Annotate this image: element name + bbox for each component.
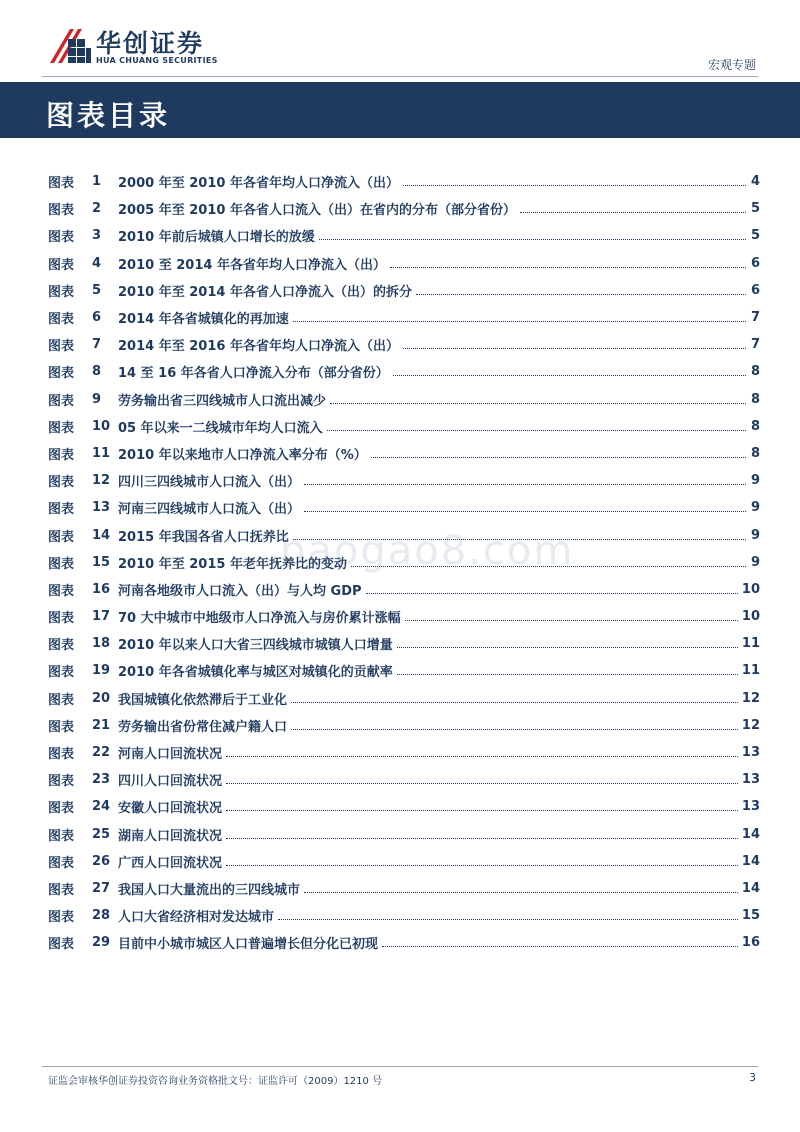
toc-entry-title: 河南各地级市人口流入（出）与人均 GDP <box>118 583 362 599</box>
toc-entry[interactable] <box>48 494 760 521</box>
toc-entry[interactable] <box>48 440 760 467</box>
header-divider <box>42 76 758 77</box>
toc-entry-page: 9 <box>750 473 760 489</box>
toc-entry-number: 2 <box>92 201 102 217</box>
toc-leader-dots <box>278 919 738 920</box>
toc-leader-dots <box>416 294 746 295</box>
toc-entry[interactable] <box>48 222 760 249</box>
toc-entry-number: 11 <box>92 445 111 461</box>
toc-entry-page: 6 <box>750 255 760 271</box>
toc-entry-title: 人口大省经济相对发达城市 <box>118 910 275 926</box>
toc-leader-dots <box>293 539 746 540</box>
toc-leader-dots <box>382 946 738 947</box>
toc-entry[interactable] <box>48 304 760 331</box>
toc-entry-page: 15 <box>741 908 760 924</box>
toc-entry-label: 图表 <box>48 910 75 926</box>
toc-leader-dots <box>330 403 746 404</box>
toc-entry-page: 9 <box>750 527 760 543</box>
toc-entry-label: 图表 <box>48 747 75 763</box>
toc-leader-dots <box>319 239 746 240</box>
toc-entry-label: 图表 <box>48 692 75 708</box>
report-type: 宏观专题 <box>707 58 756 72</box>
toc-entry-label: 图表 <box>48 339 75 355</box>
section-banner <box>0 82 800 138</box>
footer-license: 证监会审核华创证券投资咨询业务资格批文号：证监许可（2009）1210 号 <box>48 1076 383 1087</box>
toc-entry-title: 2000 年至 2010 年各省年均人口净流入（出） <box>118 176 399 192</box>
company-name-en: HUA CHUANG SECURITIES <box>96 56 218 65</box>
toc-entry-page: 10 <box>741 609 760 625</box>
toc-entry-title: 2005 年至 2010 年各省人口流入（出）在省内的分布（部分省份） <box>118 203 516 219</box>
toc-entry[interactable] <box>48 712 760 739</box>
figure-table-of-contents <box>48 168 760 956</box>
toc-entry-title: 四川人口回流状况 <box>118 774 223 790</box>
toc-entry-label: 图表 <box>48 420 75 436</box>
toc-entry-title: 2010 年至 2015 年老年抚养比的变动 <box>118 556 347 572</box>
toc-leader-dots <box>226 756 738 757</box>
toc-entry[interactable] <box>48 549 760 576</box>
toc-entry[interactable] <box>48 603 760 630</box>
toc-leader-dots <box>226 838 738 839</box>
toc-entry-label: 图表 <box>48 230 75 246</box>
page-number: 3 <box>749 1071 756 1084</box>
toc-entry-number: 21 <box>92 717 111 733</box>
toc-entry-number: 1 <box>92 174 102 190</box>
toc-entry[interactable] <box>48 386 760 413</box>
toc-entry-title: 湖南人口回流状况 <box>118 828 223 844</box>
toc-leader-dots <box>293 321 746 322</box>
toc-entry[interactable] <box>48 250 760 277</box>
toc-leader-dots <box>403 348 746 349</box>
toc-entry-title: 05 年以来一二线城市年均人口流入 <box>118 420 323 436</box>
toc-leader-dots <box>304 511 746 512</box>
toc-entry-label: 图表 <box>48 203 75 219</box>
toc-entry-number: 3 <box>92 228 102 244</box>
toc-entry-page: 14 <box>741 853 760 869</box>
toc-entry-label: 图表 <box>48 176 75 192</box>
toc-leader-dots <box>393 375 746 376</box>
toc-entry-label: 图表 <box>48 719 75 735</box>
page-header <box>0 0 800 80</box>
toc-entry-page: 8 <box>750 364 760 380</box>
toc-entry[interactable] <box>48 766 760 793</box>
toc-entry-number: 19 <box>92 663 111 679</box>
toc-entry[interactable] <box>48 875 760 902</box>
toc-entry-page: 11 <box>741 636 760 652</box>
toc-entry-title: 我国人口大量流出的三四线城市 <box>118 882 301 898</box>
toc-entry-number: 5 <box>92 282 102 298</box>
toc-entry[interactable] <box>48 521 760 548</box>
toc-entry-label: 图表 <box>48 801 75 817</box>
toc-entry-page: 14 <box>741 826 760 842</box>
toc-entry[interactable] <box>48 848 760 875</box>
toc-entry-page: 14 <box>741 880 760 896</box>
toc-leader-dots <box>226 810 738 811</box>
toc-entry-title: 2010 年以来人口大省三四线城市城镇人口增量 <box>118 638 393 654</box>
toc-entry[interactable] <box>48 902 760 929</box>
toc-entry[interactable] <box>48 576 760 603</box>
toc-entry-label: 图表 <box>48 828 75 844</box>
toc-entry-title: 70 大中城市中地级市人口净流入与房价累计涨幅 <box>118 611 401 627</box>
toc-entry-number: 26 <box>92 853 111 869</box>
toc-entry-page: 4 <box>750 174 760 190</box>
toc-entry-number: 27 <box>92 880 111 896</box>
toc-entry-page: 6 <box>750 282 760 298</box>
toc-entry-number: 14 <box>92 527 111 543</box>
toc-entry-page: 7 <box>750 337 760 353</box>
toc-entry[interactable] <box>48 821 760 848</box>
toc-entry-number: 18 <box>92 636 111 652</box>
company-logo-icon <box>48 25 92 65</box>
toc-entry-label: 图表 <box>48 257 75 273</box>
toc-entry-page: 5 <box>750 201 760 217</box>
toc-entry-number: 10 <box>92 418 111 434</box>
toc-entry-page: 11 <box>741 663 760 679</box>
toc-leader-dots <box>397 674 738 675</box>
toc-leader-dots <box>390 267 746 268</box>
toc-leader-dots <box>397 647 738 648</box>
toc-entry-label: 图表 <box>48 638 75 654</box>
toc-entry-page: 13 <box>741 799 760 815</box>
toc-entry-page: 9 <box>750 554 760 570</box>
toc-entry-number: 6 <box>92 310 102 326</box>
toc-entry-title: 河南三四线城市人口流入（出） <box>118 502 301 518</box>
toc-entry[interactable] <box>48 358 760 385</box>
toc-entry-title: 安徽人口回流状况 <box>118 801 223 817</box>
toc-entry-page: 13 <box>741 772 760 788</box>
toc-leader-dots <box>304 484 746 485</box>
toc-entry-title: 广西人口回流状况 <box>118 855 223 871</box>
toc-entry-page: 7 <box>750 310 760 326</box>
toc-entry-number: 23 <box>92 772 111 788</box>
company-name-cn: 华创证券 <box>96 29 205 58</box>
toc-entry-label: 图表 <box>48 529 75 545</box>
toc-entry-label: 图表 <box>48 393 75 409</box>
toc-leader-dots <box>291 702 738 703</box>
toc-entry-label: 图表 <box>48 583 75 599</box>
toc-entry[interactable] <box>48 413 760 440</box>
toc-leader-dots <box>366 593 738 594</box>
toc-entry[interactable] <box>48 467 760 494</box>
toc-entry-label: 图表 <box>48 556 75 572</box>
toc-entry-title: 2010 年至 2014 年各省人口净流入（出）的拆分 <box>118 284 412 300</box>
toc-entry-label: 图表 <box>48 475 75 491</box>
toc-entry-number: 13 <box>92 500 111 516</box>
toc-entry-label: 图表 <box>48 937 75 953</box>
toc-entry-title: 四川三四线城市人口流入（出） <box>118 475 301 491</box>
toc-entry-title: 2010 年各省城镇化率与城区对城镇化的贡献率 <box>118 665 393 681</box>
toc-leader-dots <box>304 892 738 893</box>
section-title: 图表目录 <box>46 99 171 132</box>
toc-entry-title: 2014 年至 2016 年各省年均人口净流入（出） <box>118 339 399 355</box>
toc-entry[interactable] <box>48 277 760 304</box>
toc-entry-title: 2015 年我国各省人口抚养比 <box>118 529 289 545</box>
toc-entry-page: 12 <box>741 717 760 733</box>
toc-entry-title: 我国城镇化依然滞后于工业化 <box>118 692 288 708</box>
toc-entry-label: 图表 <box>48 502 75 518</box>
toc-leader-dots <box>327 430 746 431</box>
toc-entry-number: 9 <box>92 391 102 407</box>
toc-entry[interactable] <box>48 685 760 712</box>
toc-entry-page: 8 <box>750 391 760 407</box>
toc-leader-dots <box>226 865 738 866</box>
toc-entry-label: 图表 <box>48 611 75 627</box>
toc-entry-title: 14 至 16 年各省人口净流入分布（部分省份） <box>118 366 389 382</box>
toc-entry-number: 7 <box>92 337 102 353</box>
toc-entry-number: 29 <box>92 935 111 951</box>
toc-leader-dots <box>291 729 738 730</box>
toc-entry[interactable] <box>48 168 760 195</box>
toc-entry-title: 2014 年各省城镇化的再加速 <box>118 312 289 328</box>
toc-entry-number: 20 <box>92 690 111 706</box>
toc-entry-title: 2010 至 2014 年各省年均人口净流入（出） <box>118 257 386 273</box>
toc-entry-page: 5 <box>750 228 760 244</box>
toc-entry[interactable] <box>48 929 760 956</box>
toc-leader-dots <box>371 457 746 458</box>
toc-leader-dots <box>520 212 746 213</box>
toc-entry-title: 目前中小城市城区人口普遍增长但分化已初现 <box>118 937 379 953</box>
toc-entry-label: 图表 <box>48 882 75 898</box>
toc-entry-title: 劳务输出省份常住减户籍人口 <box>118 719 288 735</box>
toc-entry-label: 图表 <box>48 665 75 681</box>
toc-entry-label: 图表 <box>48 774 75 790</box>
toc-entry-page: 9 <box>750 500 760 516</box>
toc-entry-number: 15 <box>92 554 111 570</box>
toc-entry-number: 17 <box>92 609 111 625</box>
toc-entry-label: 图表 <box>48 366 75 382</box>
toc-entry-label: 图表 <box>48 312 75 328</box>
toc-entry[interactable] <box>48 657 760 684</box>
toc-entry-page: 12 <box>741 690 760 706</box>
toc-entry[interactable] <box>48 739 760 766</box>
toc-leader-dots <box>226 783 738 784</box>
toc-entry-title: 2010 年以来地市人口净流入率分布（%） <box>118 447 367 463</box>
toc-leader-dots <box>405 620 738 621</box>
toc-entry-number: 25 <box>92 826 111 842</box>
toc-leader-dots <box>403 185 746 186</box>
footer-divider <box>42 1066 758 1067</box>
toc-entry-number: 8 <box>92 364 102 380</box>
toc-entry-label: 图表 <box>48 855 75 871</box>
toc-entry-number: 16 <box>92 581 111 597</box>
toc-entry-number: 28 <box>92 908 111 924</box>
toc-entry-page: 10 <box>741 581 760 597</box>
toc-entry-title: 2010 年前后城镇人口增长的放缓 <box>118 230 315 246</box>
toc-entry-page: 16 <box>741 935 760 951</box>
toc-leader-dots <box>351 566 746 567</box>
toc-entry[interactable] <box>48 630 760 657</box>
watermark: baogao8.com <box>280 528 575 574</box>
toc-entry[interactable] <box>48 195 760 222</box>
toc-entry-label: 图表 <box>48 447 75 463</box>
toc-entry-title: 劳务输出省三四线城市人口流出减少 <box>118 393 327 409</box>
toc-entry[interactable] <box>48 793 760 820</box>
toc-entry-title: 河南人口回流状况 <box>118 747 223 763</box>
toc-entry-label: 图表 <box>48 284 75 300</box>
toc-entry[interactable] <box>48 331 760 358</box>
toc-entry-number: 22 <box>92 745 111 761</box>
toc-entry-page: 13 <box>741 745 760 761</box>
toc-entry-number: 4 <box>92 255 102 271</box>
toc-entry-number: 12 <box>92 473 111 489</box>
toc-entry-page: 8 <box>750 418 760 434</box>
toc-entry-page: 8 <box>750 445 760 461</box>
toc-entry-number: 24 <box>92 799 111 815</box>
